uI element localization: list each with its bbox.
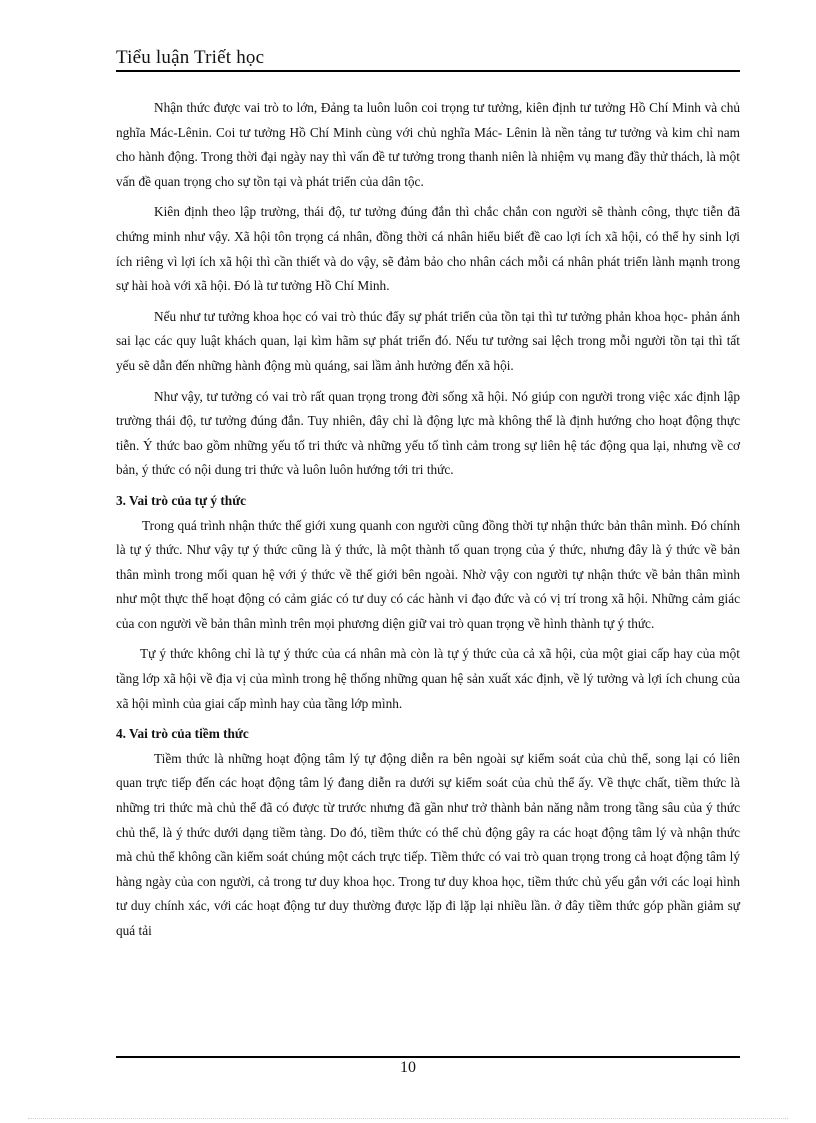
header-divider (116, 70, 740, 72)
document-body (116, 96, 740, 950)
body-paragraph-1: Nhận thức được vai trò to lớn, Đảng ta luôn luôn coi trọng tư tưởng, kiên định tư tưởng Hồ Chí Minh và chủ nghĩa Mác-Lênin. Coi tư tưởng Hồ Chí Minh cùng với chủ nghĩa Mác- Lênin là nền tảng tư tưởng và kim chỉ nam cho hành động. Trong thời đại ngày nay thì vấn đề tư tưởng trong thanh niên là nhiệm vụ mang đầy thử thách, là một vấn đề quan trọng cho sự tồn tại và phát triển của dân tộc. (116, 100, 740, 189)
section-heading-self-consciousness: 3. Vai trò của tự ý thức (116, 492, 247, 508)
body-paragraph-3: Nếu như tư tưởng khoa học có vai trò thúc đẩy sự phát triển của tồn tại thì tư tưởng phản khoa học- phản ánh sai lạc các quy luật khách quan, lại kìm hãm sự phát triển đó. Nếu tư tưởng sai lệch trong mỗi người tồn tại thì tất yếu sẽ dẫn đến những hành động mù quáng, sai lầm ảnh hưởng đến xã hội. (116, 308, 740, 373)
footer-divider (116, 1056, 740, 1058)
section-4-paragraph-1: Tiềm thức là những hoạt động tâm lý tự động diễn ra bên ngoài sự kiểm soát của chủ thể, song lại có liên quan trực tiếp đến các hoạt động tâm lý đang diễn ra dưới sự kiểm soát của chủ thể ấy. Về thực chất, tiềm thức là những tri thức mà chủ thể đã có được từ trước nhưng đã gần như trở thành bản năng nằm trong tầng sâu của ý thức chủ thể, là ý thức dưới dạng tiềm tàng. Do đó, tiềm thức có thể chủ động gây ra các hoạt động tâm lý và nhận thức mà chủ thể không cần kiểm soát chúng một cách trực tiếp. Tiềm thức có vai trò quan trọng trong cả hoạt động tâm lý hàng ngày của con người, cả trong tư duy khoa học. Trong tư duy khoa học, tiềm thức chủ yếu gắn với các loại hình tư duy chính xác, với các hoạt động tư duy thường được lặp đi lặp lại nhiều lần. ở đây tiềm thức góp phần giảm sự quá tải (116, 750, 740, 938)
page-number: 10 (400, 1059, 416, 1076)
page-bottom-border (28, 1118, 788, 1119)
body-paragraph-2: Kiên định theo lập trường, thái độ, tư tưởng đúng đắn thì chắc chắn con người sẽ thành công, thực tiễn đã chứng minh như vậy. Xã hội tôn trọng cá nhân, đồng thời cá nhân hiểu biết đề cao lợi ích xã hội, có thể hy sinh lợi ích riêng vì lợi ích xã hội thì cần thiết và do vậy, sẽ đảm bảo cho nhân cách mỗi cá nhân phát triển lành mạnh trong sự hài hoà với xã hội. Đó là tư tưởng Hồ Chí Minh. (116, 204, 740, 294)
section-heading-subconscious: 4. Vai trò của tiềm thức (116, 726, 249, 742)
section-3-paragraph-1: Trong quá trình nhận thức thế giới xung quanh con người cũng đồng thời tự nhận thức bản thân mình. Đó chính là tự ý thức. Như vậy tự ý thức cũng là ý thức, là một thành tố quan trọng của ý thức, nhưng đây là ý thức về bản thân mình trong mối quan hệ với ý thức về thế giới bên ngoài. Nhờ vậy con người tự nhận thức về bản thân mình như một thực thể hoạt động có cảm giác có tư duy có các hành vi đạo đức và có vị trí trong xã hội. Những cảm giác của con người về bản thân mình trên mọi phương diện giữ vai trò quan trọng về hình thành tự ý thức. (116, 517, 740, 631)
section-3-paragraph-2: Tự ý thức không chỉ là tự ý thức của cá nhân mà còn là tự ý thức của cả xã hội, của một giai cấp hay của một tầng lớp xã hội về địa vị của mình trong hệ thống những quan hệ sản xuất xác định, về lý tưởng và lợi ích chung của xã hội mình của giai cấp mình hay của tầng lớp mình. (116, 646, 740, 711)
document-header-title: Tiểu luận Triết học (116, 47, 265, 68)
body-paragraph-4: Như vậy, tư tưởng có vai trò rất quan trọng trong đời sống xã hội. Nó giúp con người trong việc xác định lập trường thái độ, tư tưởng đúng đắn. Tuy nhiên, đây chỉ là động lực mà không thể là định hướng cho hoạt động thực tiễn. Ý thức bao gồm những yếu tố tri thức và những yếu tố tình cảm trong sự liên hệ tác động qua lại, nhưng về cơ bản, ý thức có nội dung tri thức và luôn luôn hướng tới tri thức. (116, 388, 740, 478)
